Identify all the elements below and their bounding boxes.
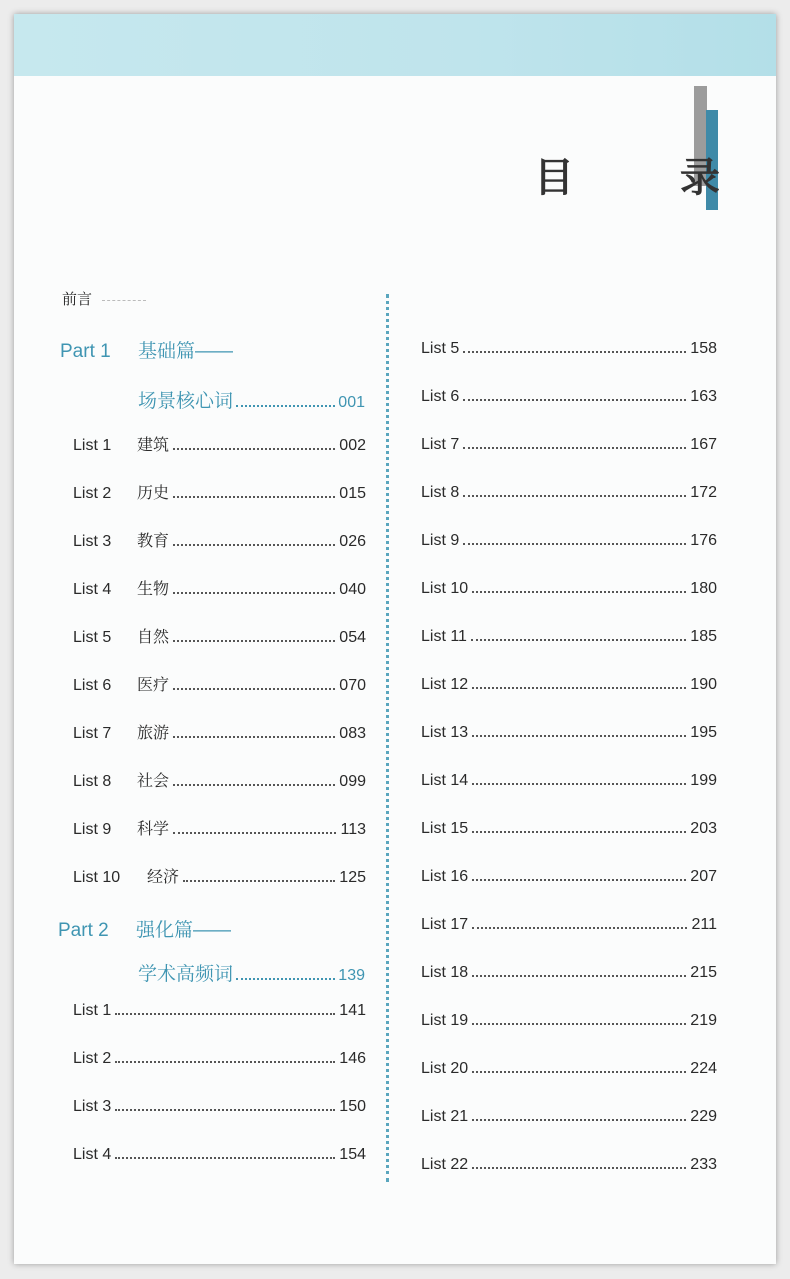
entry-page: 099: [339, 773, 366, 790]
part-1-heading[interactable]: [60, 336, 233, 363]
dot-leader: [173, 640, 335, 642]
entry-topic: 生物: [137, 581, 170, 598]
dot-leader: [472, 735, 686, 737]
entry-page: 185: [690, 628, 717, 645]
entry-page: 141: [339, 1002, 366, 1019]
toc-entry[interactable]: [421, 628, 717, 650]
dot-leader: [173, 448, 335, 450]
dot-leader: [472, 831, 686, 833]
dot-leader: [173, 784, 335, 786]
part-2-subheading[interactable]: [138, 959, 365, 986]
dot-leader: [173, 496, 335, 498]
entry-label: List 21: [421, 1108, 469, 1125]
toc-entry[interactable]: [73, 576, 366, 598]
entry-page: 070: [339, 677, 366, 694]
entry-page: 163: [690, 388, 717, 405]
toc-entry[interactable]: [421, 1108, 717, 1130]
dot-leader: [183, 880, 335, 882]
entry-page: 040: [339, 581, 366, 598]
dot-leader: [115, 1157, 335, 1159]
dot-leader: [472, 879, 686, 881]
entry-label: List 10: [421, 580, 469, 597]
entry-label: List 11: [421, 628, 467, 645]
entry-page: 113: [340, 821, 366, 838]
dot-leader: [236, 405, 335, 407]
toc-entry[interactable]: [73, 1146, 366, 1168]
entry-label: List 13: [421, 724, 469, 741]
part-1-label: Part 1: [60, 341, 111, 362]
dot-leader: [472, 783, 686, 785]
entry-page: 146: [339, 1050, 366, 1067]
entry-page: 180: [690, 580, 717, 597]
entry-page: 219: [690, 1012, 717, 1029]
entry-page: 083: [339, 725, 366, 742]
toc-entry[interactable]: [421, 772, 717, 794]
entry-label: List 4: [73, 1146, 112, 1163]
toc-entry[interactable]: [73, 432, 366, 454]
part-1-page: 001: [338, 394, 365, 411]
entry-label: List 7: [421, 436, 460, 453]
toc-entry[interactable]: [73, 1050, 366, 1072]
entry-topic: 建筑: [137, 437, 170, 454]
toc-entry[interactable]: [421, 340, 717, 362]
toc-entry[interactable]: [73, 480, 366, 502]
entry-label: List 16: [421, 868, 469, 885]
entry-label: List 2: [73, 1050, 112, 1067]
entry-page: 026: [339, 533, 366, 550]
entry-label: List 22: [421, 1156, 469, 1173]
entry-page: 203: [690, 820, 717, 837]
dot-leader: [115, 1109, 335, 1111]
entry-label: List 20: [421, 1060, 469, 1077]
preface-leader: [102, 300, 146, 301]
entry-page: 211: [691, 916, 717, 933]
dot-leader: [463, 399, 686, 401]
entry-label: List 15: [421, 820, 469, 837]
entry-page: 195: [690, 724, 717, 741]
part-1-subheading[interactable]: [138, 386, 365, 413]
part-2-page: 139: [338, 967, 365, 984]
entry-label: List 8: [421, 484, 460, 501]
toc-entry[interactable]: [421, 580, 717, 602]
entry-label: List 14: [421, 772, 469, 789]
entry-page: 233: [690, 1156, 717, 1173]
toc-entry[interactable]: [421, 676, 717, 698]
entry-topic: 旅游: [137, 725, 170, 742]
dot-leader: [115, 1061, 335, 1063]
entry-page: 002: [339, 437, 366, 454]
dot-leader: [463, 543, 686, 545]
part-2-heading[interactable]: [58, 915, 231, 942]
dot-leader: [472, 975, 686, 977]
toc-entry[interactable]: [421, 964, 717, 986]
entry-page: 015: [339, 485, 366, 502]
entry-label: List 19: [421, 1012, 469, 1029]
entry-page: 054: [339, 629, 366, 646]
part-1-subtitle: 场景核心词: [138, 391, 234, 412]
toc-entry[interactable]: [73, 864, 366, 886]
column-divider: [386, 294, 389, 1182]
dot-leader: [472, 1167, 686, 1169]
toc-entry[interactable]: [73, 720, 366, 742]
entry-label: List 6: [73, 677, 112, 694]
entry-label: List 17: [421, 916, 469, 933]
entry-label: List 6: [421, 388, 460, 405]
toc-entry[interactable]: [73, 1098, 366, 1120]
entry-label: List 8: [73, 773, 112, 790]
dot-leader: [173, 832, 336, 834]
dot-leader: [463, 351, 686, 353]
dot-leader: [472, 1023, 686, 1025]
toc-entry[interactable]: [421, 388, 717, 410]
toc-entry[interactable]: [421, 532, 717, 554]
entry-label: List 9: [73, 821, 112, 838]
part-1-title: 基础篇——: [138, 341, 234, 362]
dot-leader: [115, 1013, 335, 1015]
entry-topic: 科学: [137, 821, 170, 838]
toc-entry[interactable]: [421, 1012, 717, 1034]
dot-leader: [471, 639, 686, 641]
entry-label: List 1: [73, 1002, 112, 1019]
entry-page: 150: [339, 1098, 366, 1115]
toc-entry[interactable]: [421, 916, 717, 938]
part-2-subtitle: 学术高频词: [138, 964, 234, 985]
dot-leader: [472, 591, 686, 593]
dot-leader: [173, 544, 335, 546]
entry-page: 158: [690, 340, 717, 357]
entry-label: List 9: [421, 532, 460, 549]
entry-page: 167: [690, 436, 717, 453]
toc-preface[interactable]: 前言: [62, 291, 93, 308]
toc-entry[interactable]: [73, 816, 366, 838]
toc-entry[interactable]: [73, 672, 366, 694]
toc-entry[interactable]: [73, 624, 366, 646]
entry-page: 125: [339, 869, 366, 886]
entry-label: List 18: [421, 964, 469, 981]
entry-topic: 历史: [137, 485, 170, 502]
entry-topic: 医疗: [137, 677, 170, 694]
part-2-title: 强化篇——: [136, 920, 232, 941]
entry-label: List 12: [421, 676, 469, 693]
page-title: 目 录: [534, 154, 766, 201]
entry-label: List 3: [73, 1098, 112, 1115]
entry-topic: 自然: [137, 629, 170, 646]
dot-leader: [236, 978, 335, 980]
entry-label: List 10: [73, 869, 121, 886]
toc-entry[interactable]: [73, 1002, 366, 1024]
toc-entry[interactable]: [421, 1156, 717, 1178]
entry-topic: 教育: [137, 533, 170, 550]
entry-topic: 社会: [137, 773, 170, 790]
part-2-label: Part 2: [58, 920, 109, 941]
entry-page: 207: [690, 868, 717, 885]
toc-entry[interactable]: [421, 1060, 717, 1082]
dot-leader: [472, 687, 686, 689]
toc-entry[interactable]: [421, 484, 717, 506]
entry-label: List 3: [73, 533, 112, 550]
toc-entry[interactable]: [421, 868, 717, 890]
entry-page: 199: [690, 772, 717, 789]
toc-entry[interactable]: [421, 724, 717, 746]
entry-page: 172: [690, 484, 717, 501]
top-color-band: [14, 14, 776, 76]
entry-label: List 4: [73, 581, 112, 598]
dot-leader: [173, 736, 335, 738]
entry-page: 224: [690, 1060, 717, 1077]
toc-entry[interactable]: [73, 768, 366, 790]
entry-page: 176: [690, 532, 717, 549]
toc-entry[interactable]: [421, 436, 717, 458]
book-page: [14, 14, 776, 1264]
dot-leader: [472, 1071, 686, 1073]
toc-entry[interactable]: [421, 820, 717, 842]
entry-page: 215: [690, 964, 717, 981]
entry-page: 154: [339, 1146, 366, 1163]
dot-leader: [173, 592, 335, 594]
dot-leader: [463, 447, 686, 449]
entry-topic: 经济: [147, 869, 180, 886]
entry-label: List 5: [421, 340, 460, 357]
dot-leader: [472, 1119, 686, 1121]
dot-leader: [472, 927, 687, 929]
toc-entry[interactable]: [73, 528, 366, 550]
dot-leader: [463, 495, 686, 497]
entry-page: 229: [690, 1108, 717, 1125]
entry-label: List 1: [73, 437, 112, 454]
dot-leader: [173, 688, 335, 690]
entry-label: List 2: [73, 485, 112, 502]
entry-label: List 7: [73, 725, 112, 742]
entry-label: List 5: [73, 629, 112, 646]
entry-page: 190: [690, 676, 717, 693]
